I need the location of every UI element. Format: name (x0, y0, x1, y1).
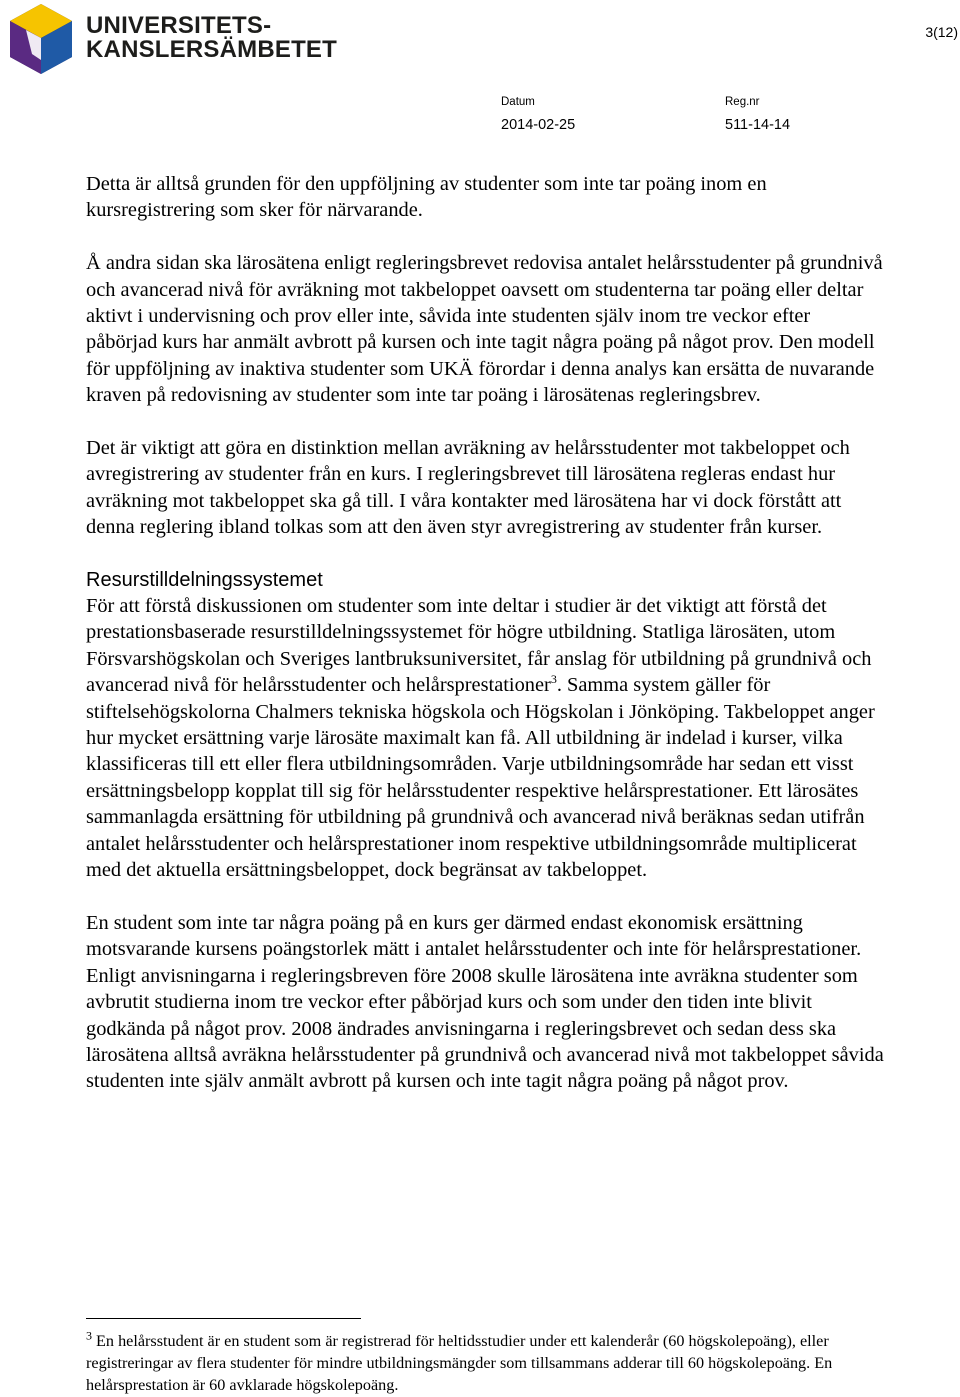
reg-label: Reg.nr (725, 96, 760, 108)
document-body (86, 171, 886, 1121)
paragraph-5: En student som inte tar några poäng på en kurs ger därmed endast ekonomisk ersättning motsvarande kursens poängstorlek mätt i antalet helårsstudenter och inte för helårsprestationer. Enligt anvisningarna i regleringsbreven före 2008 skulle lärosätena inte avräkna studenter som avbrutit studierna inom tre veckor efter påbörjad kurs och som under den tiden inte blivit godkända på något prov. 2008 ändrades anvisningarna i regleringsbrevet och sedan dess ska lärosätena alltså avräkna helårsstudenter på grundnivå och avancerad nivå mot takbeloppet såvida studenten inte själv anmält avbrott på kursen och inte tagit några poäng på något prov. (86, 911, 884, 1093)
ukä-logo-icon (6, 2, 76, 76)
footnote (86, 1330, 886, 1396)
date-value: 2014-02-25 (501, 117, 576, 133)
footnote-reference[interactable]: 3 (550, 672, 557, 687)
paragraph-4-part-2: . Samma system gäller för stiftelsehögskolorna Chalmers tekniska högskola och Högskolan i Jönköping. Takbeloppet anger hur mycket ersättning varje lärosäte maximalt kan få. All utbildning är indelad i kurser, vilka klassificeras till ett eller flera utbildningsområden. Varje utbildningsområde har sedan ett visst ersättningsbelopp kopplat till sig för helårsstudenter respektive helårsprestationer. Ett lärosätes sammanlagda ersättning för utbildning på grundnivå och avancerad nivå beräknas sedan utifrån antalet helårsstudenter och helårsprestationer inom respektive utbildningsområde multiplicerat med det aktuella ersättningsbeloppet, dock begränsat av takbeloppet. (86, 674, 875, 882)
paragraph-4-part-1: För att förstå diskussionen om studenter som inte deltar i studier är det viktigt att förstå det prestationsbaserade resurstilldelningssystemet för högre utbildning. Statliga lärosäten, utom Försvarshögskolan och Sveriges lantbruksuniversitet, får anslag för utbildning på grundnivå och avancerad nivå för helårsstudenter och helårsprestationer (86, 595, 872, 697)
logo-line-1: UNIVERSITETS- (86, 12, 272, 39)
reg-value: 511-14-14 (725, 117, 791, 133)
date-block (501, 96, 575, 133)
date-label: Datum (501, 96, 535, 108)
logo-line-2: KANSLERSÄMBETET (86, 36, 338, 63)
paragraph-2: Å andra sidan ska lärosätena enligt regleringsbrevet redovisa antalet helårsstudenter på grundnivå och avancerad nivå för avräkning mot takbeloppet oavsett om studenterna tar poäng eller deltar aktivt i undervisning och prov eller inte, såvida inte studenten själv inom tre veckor efter påbörjad kurs har anmält avbrott på kursen och inte tagit några poäng på något prov. Den modell för uppföljning av inaktiva studenter som UKÄ förordar i denna analys kan ersätta de nuvarande kraven på redovisning av studenter som inte tar poäng i lärosätenas regleringsbrev. (86, 252, 883, 407)
logo-wordmark (86, 14, 337, 62)
page-number: 3(12) (925, 24, 958, 40)
footnote-divider (86, 1318, 361, 1319)
reg-block (725, 96, 790, 133)
paragraph-3: Det är viktigt att göra en distinktion mellan avräkning av helårsstudenter mot takbeloppet och avregistrering av studenter från en kurs. I regleringsbrevet till lärosätena regleras endast hur avräkning mot takbeloppet ska gå till. I våra kontakter med lärosätena har vi dock förstått att denna reglering ibland tolkas som att den även styr avregistrering av studenter från kurser. (86, 437, 850, 539)
footnote-marker: 3 (86, 1328, 92, 1343)
paragraph-4 (86, 593, 886, 883)
paragraph-1: Detta är alltså grunden för den uppföljning av studenter som inte tar poäng inom en kursregistrering som sker för närvarande. (86, 173, 767, 222)
footnote-text: En helårsstudent är en student som är registrerad för heltidsstudier under ett kalenderår (60 högskolepoäng), eller registreringar av flera studenter för mindre utbildningsmängder som tillsammans adderar till 60 högskolepoäng. En helårsprestation är 60 avklarade högskolepoäng. (86, 1332, 833, 1394)
section-heading: Resurstilldelningssystemet (86, 569, 323, 592)
page-header (0, 0, 960, 150)
